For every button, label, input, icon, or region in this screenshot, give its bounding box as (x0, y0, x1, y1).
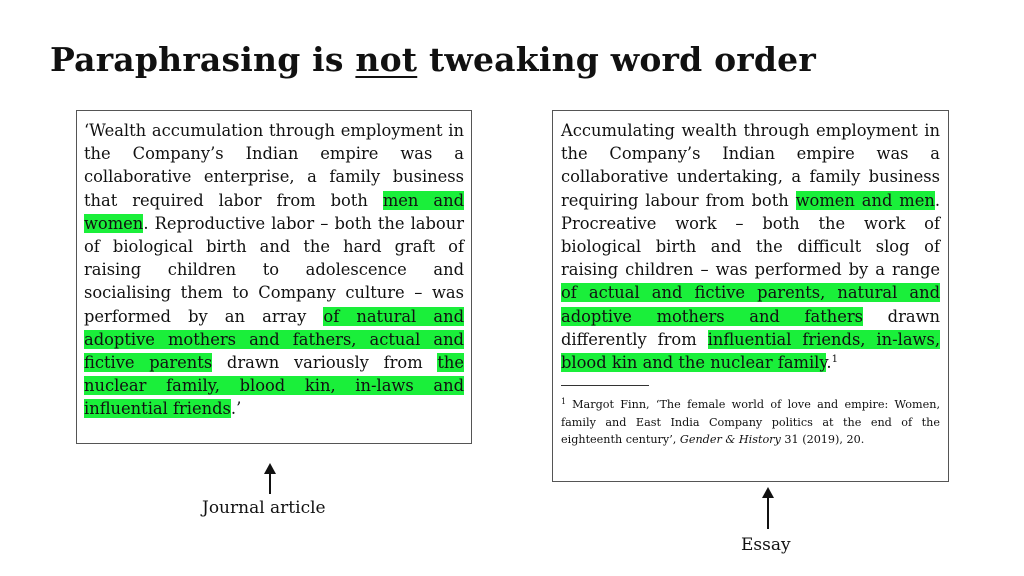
journal-text-segment: .’ (230, 399, 242, 419)
footnote (561, 396, 940, 449)
essay-text (561, 119, 940, 374)
journal-article-box (76, 110, 472, 444)
journal-text-segment: . Reproductive labor – both the labour of biological birth and the hard graft of raising children to adolescence and socialising them to Company culture – was performed by an array (84, 213, 464, 326)
essay-text-segment: . (826, 353, 832, 373)
essay-text-segment: Accumulating wealth through employment in the Company’s Indian empire was a collaborative undertaking, a family business requiring labour from both (561, 121, 940, 210)
title-text-before: Paraphrasing is (50, 40, 356, 79)
footnote-divider (561, 385, 649, 386)
arrow-shaft (767, 496, 769, 529)
essay-text-segment: . Procreative work – both the work of biological birth and the difficult slog of raising children – was performed by a range (561, 190, 940, 280)
footnote-number: 1 (561, 397, 567, 407)
journal-text-segment: ‘Wealth accumulation through employment in the Company’s Indian empire was a collaborative enterprise, a family business that required labor from both (84, 121, 464, 210)
journal-highlight: men and women (84, 190, 464, 233)
essay-highlight: women and men (795, 190, 935, 210)
essay-text-segment: drawn differently from (561, 306, 940, 349)
journal-highlight: the nuclear family, blood kin, in-laws and influential friends (84, 353, 465, 419)
footnote-text: Margot Finn, ‘The female world of love and empire: Women, family and East India Company politics at the end of the eighteenth century’, (561, 398, 940, 447)
essay-highlight: influential friends, in-laws, blood kin and the nuclear family (561, 329, 940, 373)
page-title (50, 40, 816, 79)
title-text-after: tweaking word order (417, 40, 816, 79)
title-emphasis: not (355, 40, 418, 79)
essay-caption: Essay (741, 535, 791, 555)
footnote-citation: 31 (2019), 20. (780, 433, 865, 447)
journal-highlight: of natural and adoptive mothers and fathers, actual and fictive parents (84, 306, 464, 373)
essay-box (552, 110, 949, 482)
arrow-shaft (269, 472, 271, 494)
journal-article-text (84, 119, 464, 421)
journal-text-segment: drawn variously from (212, 353, 438, 373)
footnote-journal-title: Gender & History (679, 433, 781, 447)
essay-highlight: of actual and fictive parents, natural and adoptive mothers and fathers (561, 283, 940, 326)
journal-article-caption: Journal article (202, 498, 326, 518)
footnote-marker: 1 (831, 354, 838, 366)
